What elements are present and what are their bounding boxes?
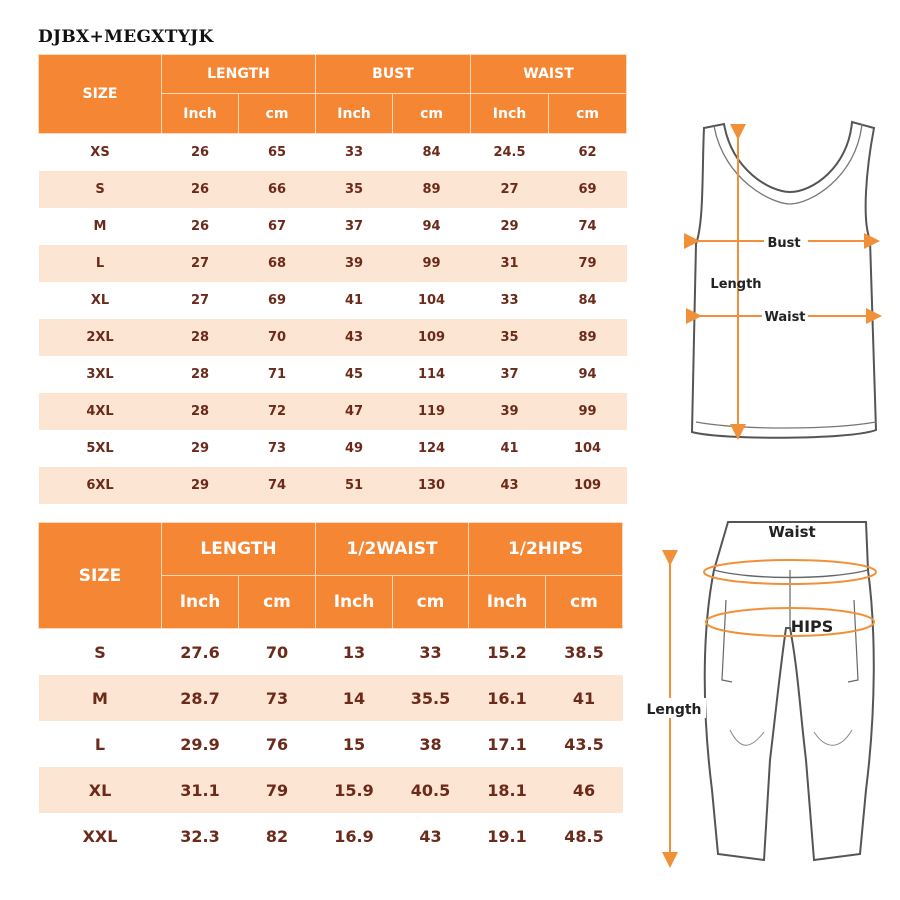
value-cell: 119: [393, 393, 471, 430]
value-cell: 38: [393, 721, 469, 767]
value-cell: 43.5: [546, 721, 623, 767]
value-cell: 39: [316, 245, 393, 282]
size-cell: XL: [39, 767, 162, 813]
value-cell: 109: [393, 319, 471, 356]
unit-header: Inch: [162, 94, 239, 134]
value-cell: 27: [162, 245, 239, 282]
value-cell: 13: [316, 629, 393, 676]
size-cell: L: [39, 245, 162, 282]
unit-header: cm: [546, 576, 623, 629]
size-cell: S: [39, 171, 162, 208]
waist-header: WAIST: [471, 55, 627, 94]
leggings-diagram: [640, 510, 890, 880]
value-cell: 27: [162, 282, 239, 319]
value-cell: 37: [316, 208, 393, 245]
size-cell: 3XL: [39, 356, 162, 393]
brand-title: DJBX+MEGXTYJK: [38, 27, 214, 47]
value-cell: 67: [239, 208, 316, 245]
value-cell: 62: [549, 134, 627, 172]
value-cell: 47: [316, 393, 393, 430]
unit-header: cm: [239, 94, 316, 134]
value-cell: 46: [546, 767, 623, 813]
unit-header: Inch: [469, 576, 546, 629]
value-cell: 14: [316, 675, 393, 721]
unit-header: Inch: [471, 94, 549, 134]
bust-label: Bust: [767, 236, 801, 251]
value-cell: 18.1: [469, 767, 546, 813]
table-row: [39, 319, 627, 356]
value-cell: 70: [239, 319, 316, 356]
size-cell: M: [39, 675, 162, 721]
unit-header: cm: [549, 94, 627, 134]
table-row: [39, 134, 627, 172]
value-cell: 68: [239, 245, 316, 282]
unit-header: cm: [393, 576, 469, 629]
value-cell: 17.1: [469, 721, 546, 767]
value-cell: 130: [393, 467, 471, 504]
value-cell: 104: [393, 282, 471, 319]
half-hips-header: 1/2HIPS: [469, 523, 623, 576]
value-cell: 26: [162, 171, 239, 208]
value-cell: 35: [471, 319, 549, 356]
value-cell: 89: [393, 171, 471, 208]
unit-header: Inch: [316, 94, 393, 134]
value-cell: 99: [393, 245, 471, 282]
value-cell: 70: [239, 629, 316, 676]
value-cell: 26: [162, 208, 239, 245]
value-cell: 33: [471, 282, 549, 319]
table-row: [39, 629, 623, 676]
value-cell: 15: [316, 721, 393, 767]
value-cell: 74: [239, 467, 316, 504]
value-cell: 41: [471, 430, 549, 467]
size-header: SIZE: [39, 55, 162, 134]
value-cell: 84: [393, 134, 471, 172]
table-row: [39, 245, 627, 282]
bottom-table-body: [39, 629, 623, 860]
size-cell: 2XL: [39, 319, 162, 356]
value-cell: 114: [393, 356, 471, 393]
size-cell: XL: [39, 282, 162, 319]
value-cell: 124: [393, 430, 471, 467]
value-cell: 51: [316, 467, 393, 504]
value-cell: 82: [239, 813, 316, 859]
table-row: [39, 430, 627, 467]
value-cell: 43: [471, 467, 549, 504]
value-cell: 26: [162, 134, 239, 172]
value-cell: 38.5: [546, 629, 623, 676]
value-cell: 33: [316, 134, 393, 172]
length-header: LENGTH: [162, 523, 316, 576]
value-cell: 45: [316, 356, 393, 393]
top-size-table: [38, 54, 627, 504]
value-cell: 29.9: [162, 721, 239, 767]
value-cell: 37: [471, 356, 549, 393]
value-cell: 32.3: [162, 813, 239, 859]
value-cell: 28: [162, 393, 239, 430]
value-cell: 84: [549, 282, 627, 319]
value-cell: 40.5: [393, 767, 469, 813]
value-cell: 79: [239, 767, 316, 813]
value-cell: 41: [316, 282, 393, 319]
table-row: [39, 675, 623, 721]
size-cell: 4XL: [39, 393, 162, 430]
value-cell: 35: [316, 171, 393, 208]
length-label: Length: [646, 702, 702, 718]
value-cell: 29: [471, 208, 549, 245]
table-row: [39, 208, 627, 245]
value-cell: 24.5: [471, 134, 549, 172]
value-cell: 29: [162, 467, 239, 504]
value-cell: 73: [239, 675, 316, 721]
value-cell: 109: [549, 467, 627, 504]
value-cell: 31.1: [162, 767, 239, 813]
value-cell: 71: [239, 356, 316, 393]
value-cell: 74: [549, 208, 627, 245]
hips-label: HIPS: [790, 617, 834, 636]
size-cell: XS: [39, 134, 162, 172]
leggings-outline: [705, 522, 874, 860]
tank-top-diagram: [680, 110, 890, 450]
value-cell: 16.1: [469, 675, 546, 721]
value-cell: 41: [546, 675, 623, 721]
top-table-body: [39, 134, 627, 505]
size-header: SIZE: [39, 523, 162, 629]
value-cell: 76: [239, 721, 316, 767]
value-cell: 94: [393, 208, 471, 245]
value-cell: 39: [471, 393, 549, 430]
table-row: [39, 171, 627, 208]
unit-header: cm: [239, 576, 316, 629]
value-cell: 48.5: [546, 813, 623, 859]
value-cell: 79: [549, 245, 627, 282]
value-cell: 27.6: [162, 629, 239, 676]
value-cell: 15.9: [316, 767, 393, 813]
value-cell: 49: [316, 430, 393, 467]
value-cell: 89: [549, 319, 627, 356]
value-cell: 69: [549, 171, 627, 208]
length-header: LENGTH: [162, 55, 316, 94]
table-row: [39, 721, 623, 767]
size-cell: S: [39, 629, 162, 676]
value-cell: 33: [393, 629, 469, 676]
size-cell: M: [39, 208, 162, 245]
bottom-size-table: [38, 522, 623, 859]
value-cell: 35.5: [393, 675, 469, 721]
unit-header: Inch: [316, 576, 393, 629]
value-cell: 99: [549, 393, 627, 430]
size-cell: XXL: [39, 813, 162, 859]
value-cell: 104: [549, 430, 627, 467]
waist-label: Waist: [768, 523, 816, 541]
table-row: [39, 393, 627, 430]
table-row: [39, 467, 627, 504]
value-cell: 29: [162, 430, 239, 467]
half-waist-header: 1/2WAIST: [316, 523, 469, 576]
value-cell: 28: [162, 356, 239, 393]
value-cell: 15.2: [469, 629, 546, 676]
size-cell: 5XL: [39, 430, 162, 467]
unit-header: Inch: [162, 576, 239, 629]
length-label: Length: [710, 277, 762, 292]
value-cell: 94: [549, 356, 627, 393]
bust-header: BUST: [316, 55, 471, 94]
value-cell: 28.7: [162, 675, 239, 721]
value-cell: 28: [162, 319, 239, 356]
unit-header: cm: [393, 94, 471, 134]
table-row: [39, 282, 627, 319]
size-cell: 6XL: [39, 467, 162, 504]
value-cell: 19.1: [469, 813, 546, 859]
value-cell: 66: [239, 171, 316, 208]
value-cell: 16.9: [316, 813, 393, 859]
size-cell: L: [39, 721, 162, 767]
table-row: [39, 767, 623, 813]
value-cell: 72: [239, 393, 316, 430]
value-cell: 69: [239, 282, 316, 319]
waist-label: Waist: [764, 310, 806, 325]
table-row: [39, 356, 627, 393]
value-cell: 43: [393, 813, 469, 859]
value-cell: 65: [239, 134, 316, 172]
value-cell: 31: [471, 245, 549, 282]
value-cell: 43: [316, 319, 393, 356]
value-cell: 27: [471, 171, 549, 208]
table-row: [39, 813, 623, 859]
value-cell: 73: [239, 430, 316, 467]
